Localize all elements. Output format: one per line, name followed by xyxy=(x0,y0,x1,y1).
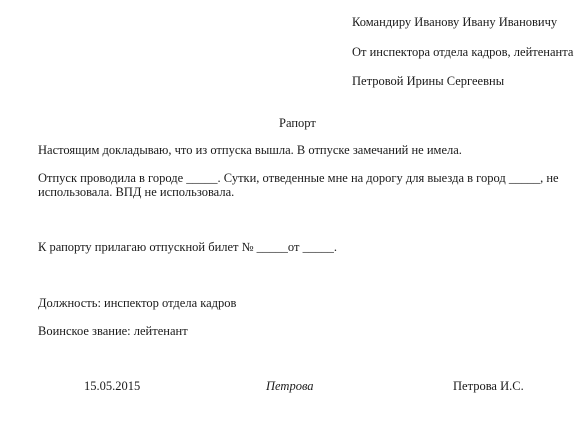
addressee-line: Командиру Иванову Ивану Ивановичу xyxy=(352,15,558,29)
signature: Петрова xyxy=(266,379,314,393)
signer-name: Петрова И.С. xyxy=(453,379,524,393)
sender-name-line: Петровой Ирины Сергеевны xyxy=(352,74,505,88)
sender-position-line: От инспектора отдела кадров, лейтенанта xyxy=(352,45,574,59)
position-line: Должность: инспектор отдела кадров xyxy=(38,296,237,310)
document-title: Рапорт xyxy=(279,116,316,130)
paragraph-return: Настоящим докладываю, что из отпуска вышла. В отпуске замечаний не имела. xyxy=(38,143,462,157)
document-date: 15.05.2015 xyxy=(84,379,141,393)
paragraph-attachment: К рапорту прилагаю отпускной билет № _____от _____. xyxy=(38,240,337,254)
rank-line: Воинское звание: лейтенант xyxy=(38,324,188,338)
paragraph-vacation-line2: использовала. ВПД не использовала. xyxy=(38,185,235,199)
paragraph-vacation-line1: Отпуск проводила в городе _____. Сутки, отведенные мне на дорогу для выезда в город _____, не xyxy=(38,171,559,185)
